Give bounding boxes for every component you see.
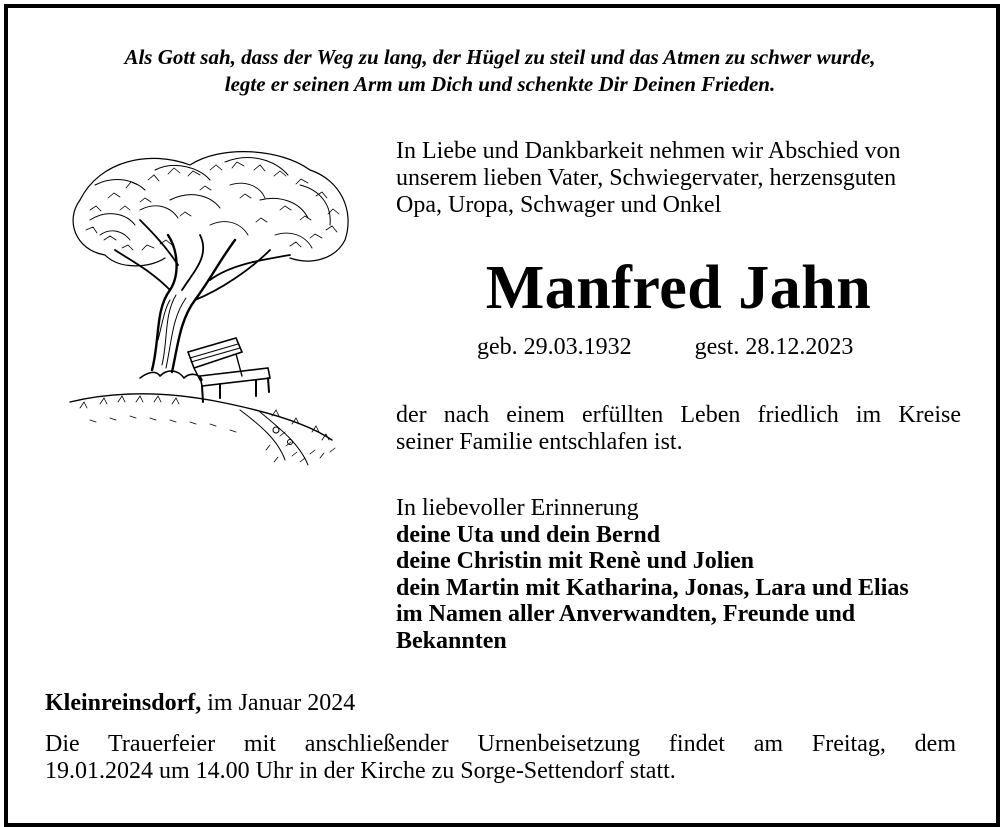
birth-date: geb. 29.03.1932 [477,334,632,360]
motto-line-2: legte er seinen Arm um Dich und schenkte Dir Deinen Frieden. [224,72,776,96]
passing-text [396,402,961,456]
mourner-line: dein Martin mit Katharina, Jonas, Lara und Elias [396,574,909,601]
ceremony-info [45,731,956,785]
signature-intro: In liebevoller Erinnerung [396,495,639,521]
motto-line-1: Als Gott sah, dass der Weg zu lang, der Hügel zu steil und das Atmen zu schwer wurde, [124,45,876,69]
tree-bench-illustration-icon [60,140,360,480]
mourner-line: Bekannten [396,627,507,654]
motto-quote [0,44,1000,98]
ceremony-line-2: 19.01.2024 um 14.00 Uhr in der Kirche zu Sorge-Settendorf statt. [45,758,676,784]
passing-line-2: seiner Familie entschlafen ist. [396,429,683,455]
deceased-name: Manfred Jahn [485,254,872,322]
intro-line-1: In Liebe und Dankbarkeit nehmen wir Abschied von [396,138,901,164]
ceremony-line-1: Die Trauerfeier mit anschließender Urnenbeisetzung findet am Freitag, dem [45,731,956,757]
intro-line-2: unserem lieben Vater, Schwiegervater, herzensguten [396,165,897,191]
death-date: gest. 28.12.2023 [694,334,854,360]
passing-line-1: der nach einem erfüllten Leben friedlich im Kreise [396,402,961,428]
mourners-signature [396,495,976,654]
life-dates [477,333,853,361]
mourner-line: deine Uta und dein Bernd [396,521,661,548]
mourner-line: im Namen aller Anverwandten, Freunde und [396,601,856,627]
mourner-line: deine Christin mit Renè und Jolien [396,548,755,574]
place-month: im Januar 2024 [207,690,356,716]
place-town: Kleinreinsdorf, [45,690,202,716]
place-date [45,689,355,717]
intro-line-3: Opa, Uropa, Schwager und Onkel [396,192,722,218]
intro-text [396,138,961,219]
